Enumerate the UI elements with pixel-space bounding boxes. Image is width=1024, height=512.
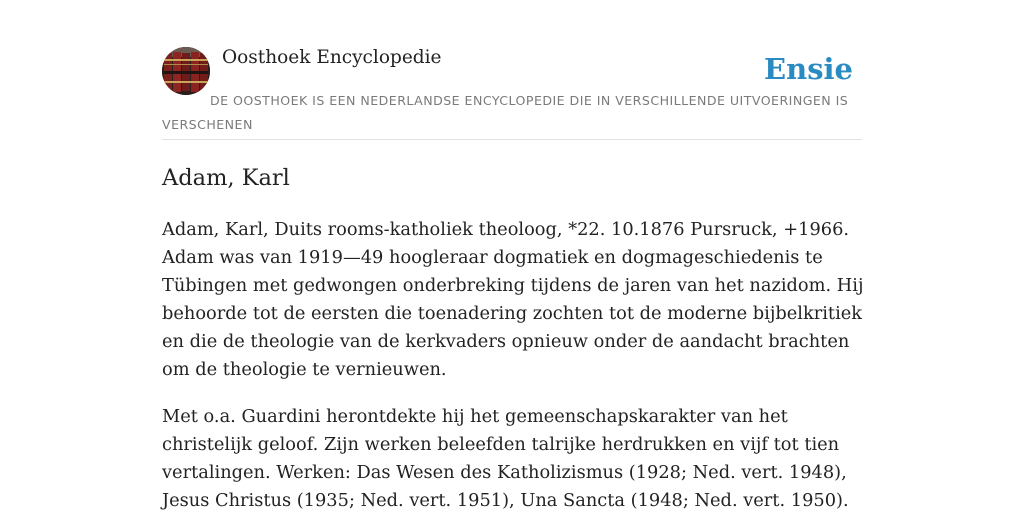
book-spines-icon [162,47,210,95]
article-title: Adam, Karl [162,165,290,191]
avatar[interactable] [162,47,210,95]
brand-logo[interactable]: Ensie [764,52,853,86]
site-tagline: DE OOSTHOEK IS EEN NEDERLANDSE ENCYCLOPEDIE DIE IN VERSCHILLENDE UITVOERINGEN IS VERSCHENEN [162,93,849,132]
article-paragraph: Met o.a. Guardini herontdekte hij het gemeenschapskarakter van het christelijk geloof. Zijn werken beleefden talrijke herdrukken en vijf tot tien vertalingen. Werken: Das Wesen des Katholizismus (1928; Ned. vert. 1948), Jesus Christus (1935; Ned. vert. 1951), Una Sancta (1948; Ned. vert. 1950). [162,406,849,511]
article-paragraph: Adam, Karl, Duits rooms-katholiek theoloog, *22. 10.1876 Pursruck, +1966. Adam was van 1919—49 hoogleraar dogmatiek en dogmageschiedenis te Tübingen met gedwongen onderbreking tijdens de jaren van het nazidom. Hij behoorde tot de eersten die toenadering zochten tot de moderne bijbelkritiek en die de theologie van de kerkvaders opnieuw onder de aandacht brachten om de theologie te vernieuwen. [162,219,864,380]
site-name[interactable]: Oosthoek Encyclopedie [222,47,442,68]
header-divider [162,139,862,140]
